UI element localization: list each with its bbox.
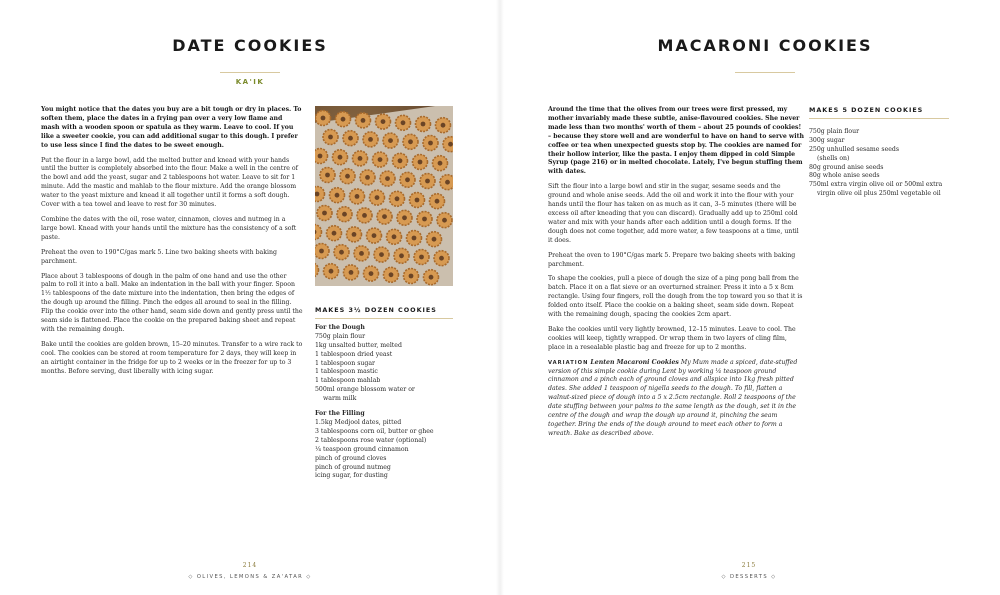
variation-name: Lenten Macaroni Cookies	[590, 358, 679, 366]
cookie-center	[365, 175, 370, 180]
yield-rule	[809, 118, 949, 119]
method-paragraph: Bake the cookies until very lightly browned, 12–15 minutes. Leave to cool. The cookies will keep, tightly wrapped. Or wrap them in two layers of cling film, place in a resealable plastic bag and freeze for up to 2 months.	[548, 325, 796, 351]
footer-text: DESSERTS	[729, 574, 769, 580]
footer-ornament: ◇	[303, 574, 312, 580]
recipe-subtitle: KA'IK	[235, 78, 265, 86]
cookie-center	[329, 269, 334, 274]
cookie-center	[378, 157, 383, 162]
cookie-center	[412, 236, 417, 241]
cookie-center	[428, 141, 433, 146]
cookie-center	[375, 195, 380, 200]
cookie-center	[328, 135, 333, 140]
cookie-center	[388, 138, 393, 143]
variation-text: My Mum made a spiced, date-stuffed version of this simple cookie during Lent by working ¼ teaspoon ground cinnamon and a pinch each of ground cloves and allspice into 1kg fresh pitted dates. She added 1 teaspoon of nigella seeds to the dough. To fill, flatten a walnut-sized piece of dough into a 5 x 2.5cm rectangle. Roll 2 teaspoons of the date stuffing between your palms to the same length as the dough, set it in the centre of the dough and wrap the dough up around it, pinching the seam together. Bring the ends of the dough around to meet each other to form a wreath. Bake as described above.	[548, 358, 798, 437]
method-paragraph: To shape the cookies, pull a piece of dough the size of a ping pong ball from the batch. Place it on a flat sieve or an overturned strainer. Press it into a 5 x 8cm rectangle. Using four fingers, roll the dough from the top toward you so that it is folded onto itself. Place the cookie on a baking sheet, seam side down. Repeat with the remaining dough, spacing the cookies 2cm apart.	[548, 275, 803, 319]
ingredient-line: 750g plain flour	[315, 332, 366, 340]
cookie-center	[368, 137, 373, 142]
method-paragraph: Combine the dates with the oil, rose water, cinnamon, cloves and nutmeg in a large bowl. Knead with your hands until the mixture has the consistency of a soft paste.	[41, 215, 297, 241]
ingredient-line: 750ml extra virgin olive oil or 500ml extra	[809, 181, 943, 189]
cookie-center	[421, 122, 426, 127]
cookie-center	[339, 250, 344, 255]
ingredients-column	[315, 306, 475, 481]
cookie-center	[318, 154, 323, 159]
cookie-center	[422, 217, 427, 222]
cookies-illustration	[315, 106, 453, 286]
cookie-center	[319, 249, 324, 254]
method-column	[41, 106, 303, 382]
ingredient-line: 1 tablespoon mahlab	[315, 377, 381, 385]
ingredient-line: (shells on)	[817, 154, 850, 162]
footer-ornament: ◇	[721, 574, 730, 580]
ingredient-list	[809, 128, 989, 199]
cookie-center	[408, 139, 413, 144]
ingredient-line: pinch of ground nutmeg	[315, 463, 391, 471]
method-paragraph: Bake until the cookies are golden brown, 15–20 minutes. Transfer to a wire rack to cool. The cookies can be stored at room temperature for 2 days, they will keep in an airtight container in the fridge for up to 2 weeks or in the freezer for up to 3 months. Before serving, dust liberally with icing sugar.	[41, 340, 303, 375]
variation-label: VARIATION	[548, 359, 589, 366]
ingredient-line: 80g whole anise seeds	[809, 172, 880, 180]
recipe-title: DATE COOKIES	[172, 36, 328, 55]
cookie-center	[338, 155, 343, 160]
dough-heading: For the Dough	[315, 323, 365, 331]
title-rule	[735, 72, 795, 73]
intro-paragraph: You might notice that the dates you buy are a bit tough or dry in places. To soften them, place the dates in a frying pan over a very low flame and mash with a wooden spoon or spatula as they warm. Leave to cool. If you like a sweeter cookie, you can add additional sugar to this dough. I prefer to use less since I find the dates to be sweet enough.	[41, 106, 302, 149]
page-number: 215	[741, 562, 757, 569]
ingredient-line: 3 tablespoons corn oil, butter or ghee	[315, 427, 434, 435]
cookie-center	[435, 199, 440, 204]
cookie-center	[419, 255, 424, 260]
ingredient-line: 1 tablespoon mastic	[315, 368, 378, 376]
cookie-center	[445, 180, 450, 185]
ingredients-column	[809, 106, 989, 199]
title-rule	[220, 72, 280, 73]
ingredient-line: 2 tablespoons rose water (optional)	[315, 436, 427, 444]
right-page	[500, 0, 1000, 595]
cookie-center	[405, 177, 410, 182]
ingredient-line: 1kg unsalted butter, melted	[315, 341, 402, 349]
running-footer	[150, 574, 350, 580]
ingredient-line: 500ml orange blossom water or	[315, 386, 415, 394]
cookie-center	[345, 174, 350, 179]
cookie-center	[418, 160, 423, 165]
cookie-center	[325, 173, 330, 178]
cookie-center	[372, 233, 377, 238]
cookie-center	[335, 193, 340, 198]
ingredient-line: 300g sugar	[809, 136, 845, 144]
method-column	[548, 106, 804, 445]
cookie-center	[398, 158, 403, 163]
cookie-center	[409, 274, 414, 279]
cookie-center	[348, 136, 353, 141]
yield-label: MAKES 3½ DOZEN COOKIES	[315, 306, 437, 314]
cookies-photo	[315, 106, 453, 286]
cookie-center	[341, 117, 346, 122]
cookie-center	[359, 251, 364, 256]
yield-label: MAKES 5 DOZEN COOKIES	[809, 106, 924, 114]
cookie-center	[395, 196, 400, 201]
ingredient-line: 80g ground anise seeds	[809, 163, 884, 171]
cookie-center	[385, 176, 390, 181]
cookie-center	[361, 118, 366, 123]
cookie-center	[381, 119, 386, 124]
yield-rule	[315, 318, 453, 319]
cookie-center	[349, 270, 354, 275]
method-paragraph: Place about 3 tablespoons of dough in the palm of one hand and use the other palm to roll it into a ball. Make an indentation in the ball with your finger. Spoon 1½ tablespoons of the date mixture into the indentation, then bring the edges of the dough up around the filling. Pinch the edges all around to seal in the filling. Flip the cookie over into the other hand, seam side down and gently press until the seam side is flattened. Place the cookie on the prepared baking sheet and repeat with the remaining dough.	[41, 272, 303, 333]
cookie-center	[362, 213, 367, 218]
cookie-center	[441, 123, 446, 128]
cookie-center	[432, 237, 437, 242]
ingredient-line: warm milk	[323, 395, 357, 403]
cookie-center	[439, 256, 444, 261]
cookie-center	[379, 252, 384, 257]
cookie-center	[438, 161, 443, 166]
ingredient-line: pinch of ground cloves	[315, 454, 387, 462]
cookie-center	[402, 215, 407, 220]
ingredient-line: 1.5kg Medjool dates, pitted	[315, 418, 402, 426]
cookie-center	[399, 253, 404, 258]
cookie-center	[448, 142, 453, 147]
footer-ornament: ◇	[768, 574, 777, 580]
cookie-center	[392, 234, 397, 239]
method-paragraph: Put the flour in a large bowl, add the melted butter and knead with your hands until the butter is completely absorbed into the flour. Make a well in the centre of the bowl and add the yeast, sugar and 2 tablespoons hot water. Leave to sit for 1 minute. Add the mastic and mahlab to the flour mixture. Add the orange blossom water to the yeast mixture and knead it all together until it forms a soft dough. Cover with a tea towel and leave to rest for 30 minutes.	[41, 156, 298, 209]
intro-paragraph: Around the time that the olives from our trees were first pressed, my mother invariably made these subtle, anise-flavoured cookies. She never made less than two months' worth of them – about 25 pounds of cookies! – because they store well and are wonderful to have on hand to serve with coffee or tea when unexpected guests stop by. The cookies are named for their hollow interior, like the pasta. I enjoy them dipped in cold Simple Syrup (page 216) or in melted chocolate. Lately, I've begun stuffing them with dates.	[548, 106, 804, 176]
cookie-center	[342, 212, 347, 217]
footer-ornament: ◇	[188, 574, 197, 580]
cookie-center	[358, 156, 363, 161]
variation-paragraph	[548, 359, 804, 439]
cookie-center	[322, 211, 327, 216]
cookie-center	[429, 275, 434, 280]
filling-heading: For the Filling	[315, 410, 365, 418]
cookie-center	[352, 232, 357, 237]
ingredient-line: icing sugar, for dusting	[315, 472, 388, 480]
method-paragraph: Preheat the oven to 190°C/gas mark 5. Prepare two baking sheets with baking parchment.	[548, 251, 796, 268]
ingredient-line: virgin olive oil plus 250ml vegetable oil	[817, 190, 941, 198]
recipe-title: MACARONI COOKIES	[657, 36, 873, 55]
running-footer	[674, 574, 824, 580]
cookie-center	[332, 231, 337, 236]
cookie-center	[382, 214, 387, 219]
cookie-center	[389, 272, 394, 277]
cookie-center	[425, 179, 430, 184]
footer-text: OLIVES, LEMONS & ZA'ATAR	[196, 574, 304, 580]
cookie-center	[401, 120, 406, 125]
ingredient-line: 250g unhulled sesame seeds	[809, 145, 900, 153]
ingredient-line: 750g plain flour	[809, 127, 860, 135]
method-paragraph: Preheat the oven to 190°C/gas mark 5. Line two baking sheets with baking parchment.	[41, 248, 277, 265]
method-paragraph: Sift the flour into a large bowl and stir in the sugar, sesame seeds and the ground and whole anise seeds. Add the oil and work it into the flour with your hands until the flour has taken on as much as it can, 3–5 minutes (there will be excess oil after kneading that you can discard). Gradually add up to 250ml cold water and mix with your hands after each addition until a dough forms. If the dough does not come together, add more water, a few teaspoons at a time, until it does.	[548, 183, 799, 244]
ingredient-line: ¼ teaspoon ground cinnamon	[315, 445, 409, 453]
cookie-center	[355, 194, 360, 199]
cookie-center	[442, 218, 447, 223]
ingredient-line: 1 tablespoon sugar	[315, 359, 375, 367]
cookie-center	[321, 116, 326, 121]
cookie-center	[369, 271, 374, 276]
cookie-center	[415, 198, 420, 203]
page-number: 214	[242, 562, 258, 569]
ingredient-line: 1 tablespoon dried yeast	[315, 350, 393, 358]
